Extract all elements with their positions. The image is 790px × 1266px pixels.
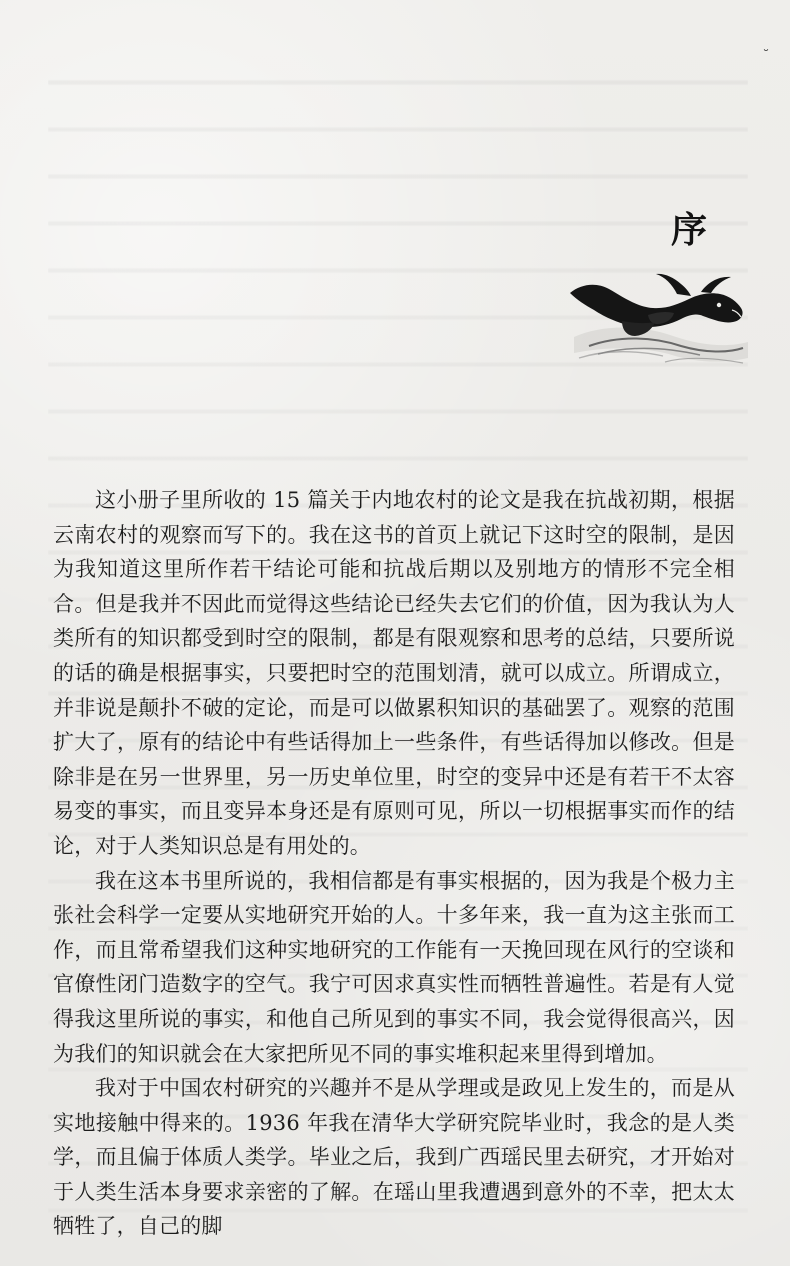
chapter-heading	[555, 200, 755, 370]
paragraph-3: 我对于中国农村研究的兴趣并不是从学理或是政见上发生的，而是从实地接触中得来的。1936 年我在清华大学研究院毕业时，我念的是人类学，而且偏于体质人类学。毕业之后，我到广西瑶民里去研究，才开始对于人类生活本身要求亲密的了解。在瑶山里我遭遇到意外的不幸，把太太牺牲了，自己的脚	[53, 1076, 735, 1239]
chapter-title: 序	[671, 209, 709, 251]
main-text	[53, 483, 735, 1244]
paragraph-2: 我在这本书里所说的，我相信都是有事实根据的，因为我是个极力主张社会科学一定要从实地研究开始的人。十多年来，我一直为这主张而工作，而且常希望我们这种实地研究的工作能有一天挽回现在风行的空谈和官僚性闭门造数字的空气。我宁可因求真实性而牺牲普遍性。若是有人觉得我这里所说的事实，和他自己所见到的事实不同，我会觉得很高兴，因为我们的知识就会在大家把所见不同的事实堆积起来里得到增加。	[53, 868, 735, 1066]
page-corner-mark: ˘	[762, 48, 770, 64]
paragraph-1: 这小册子里所收的 15 篇关于内地农村的论文是我在抗战初期，根据云南农村的观察而写下的。我在这书的首页上就记下这时空的限制，是因为我知道这里所作若干结论可能和抗战后期以及别地方的情形不完全相合。但是我并不因此而觉得这些结论已经失去它们的价值，因为我认为人类所有的知识都受到时空的限制，都是有限观察和思考的总结，只要所说的话的确是根据事实，只要把时空的范围划清，就可以成立。所谓成立，并非说是颠扑不破的定论，而是可以做累积知识的基础罢了。观察的范围扩大了，原有的结论中有些话得加上一些条件，有些话得加以修改。但是除非是在另一世界里，另一历史单位里，时空的变异中还是有若干不太容易变的事实，而且变异本身还是有原则可见，所以一切根据事实而作的结论，对于人类知识总是有用处的。	[53, 488, 735, 858]
water-buffalo-illustration	[555, 266, 755, 370]
